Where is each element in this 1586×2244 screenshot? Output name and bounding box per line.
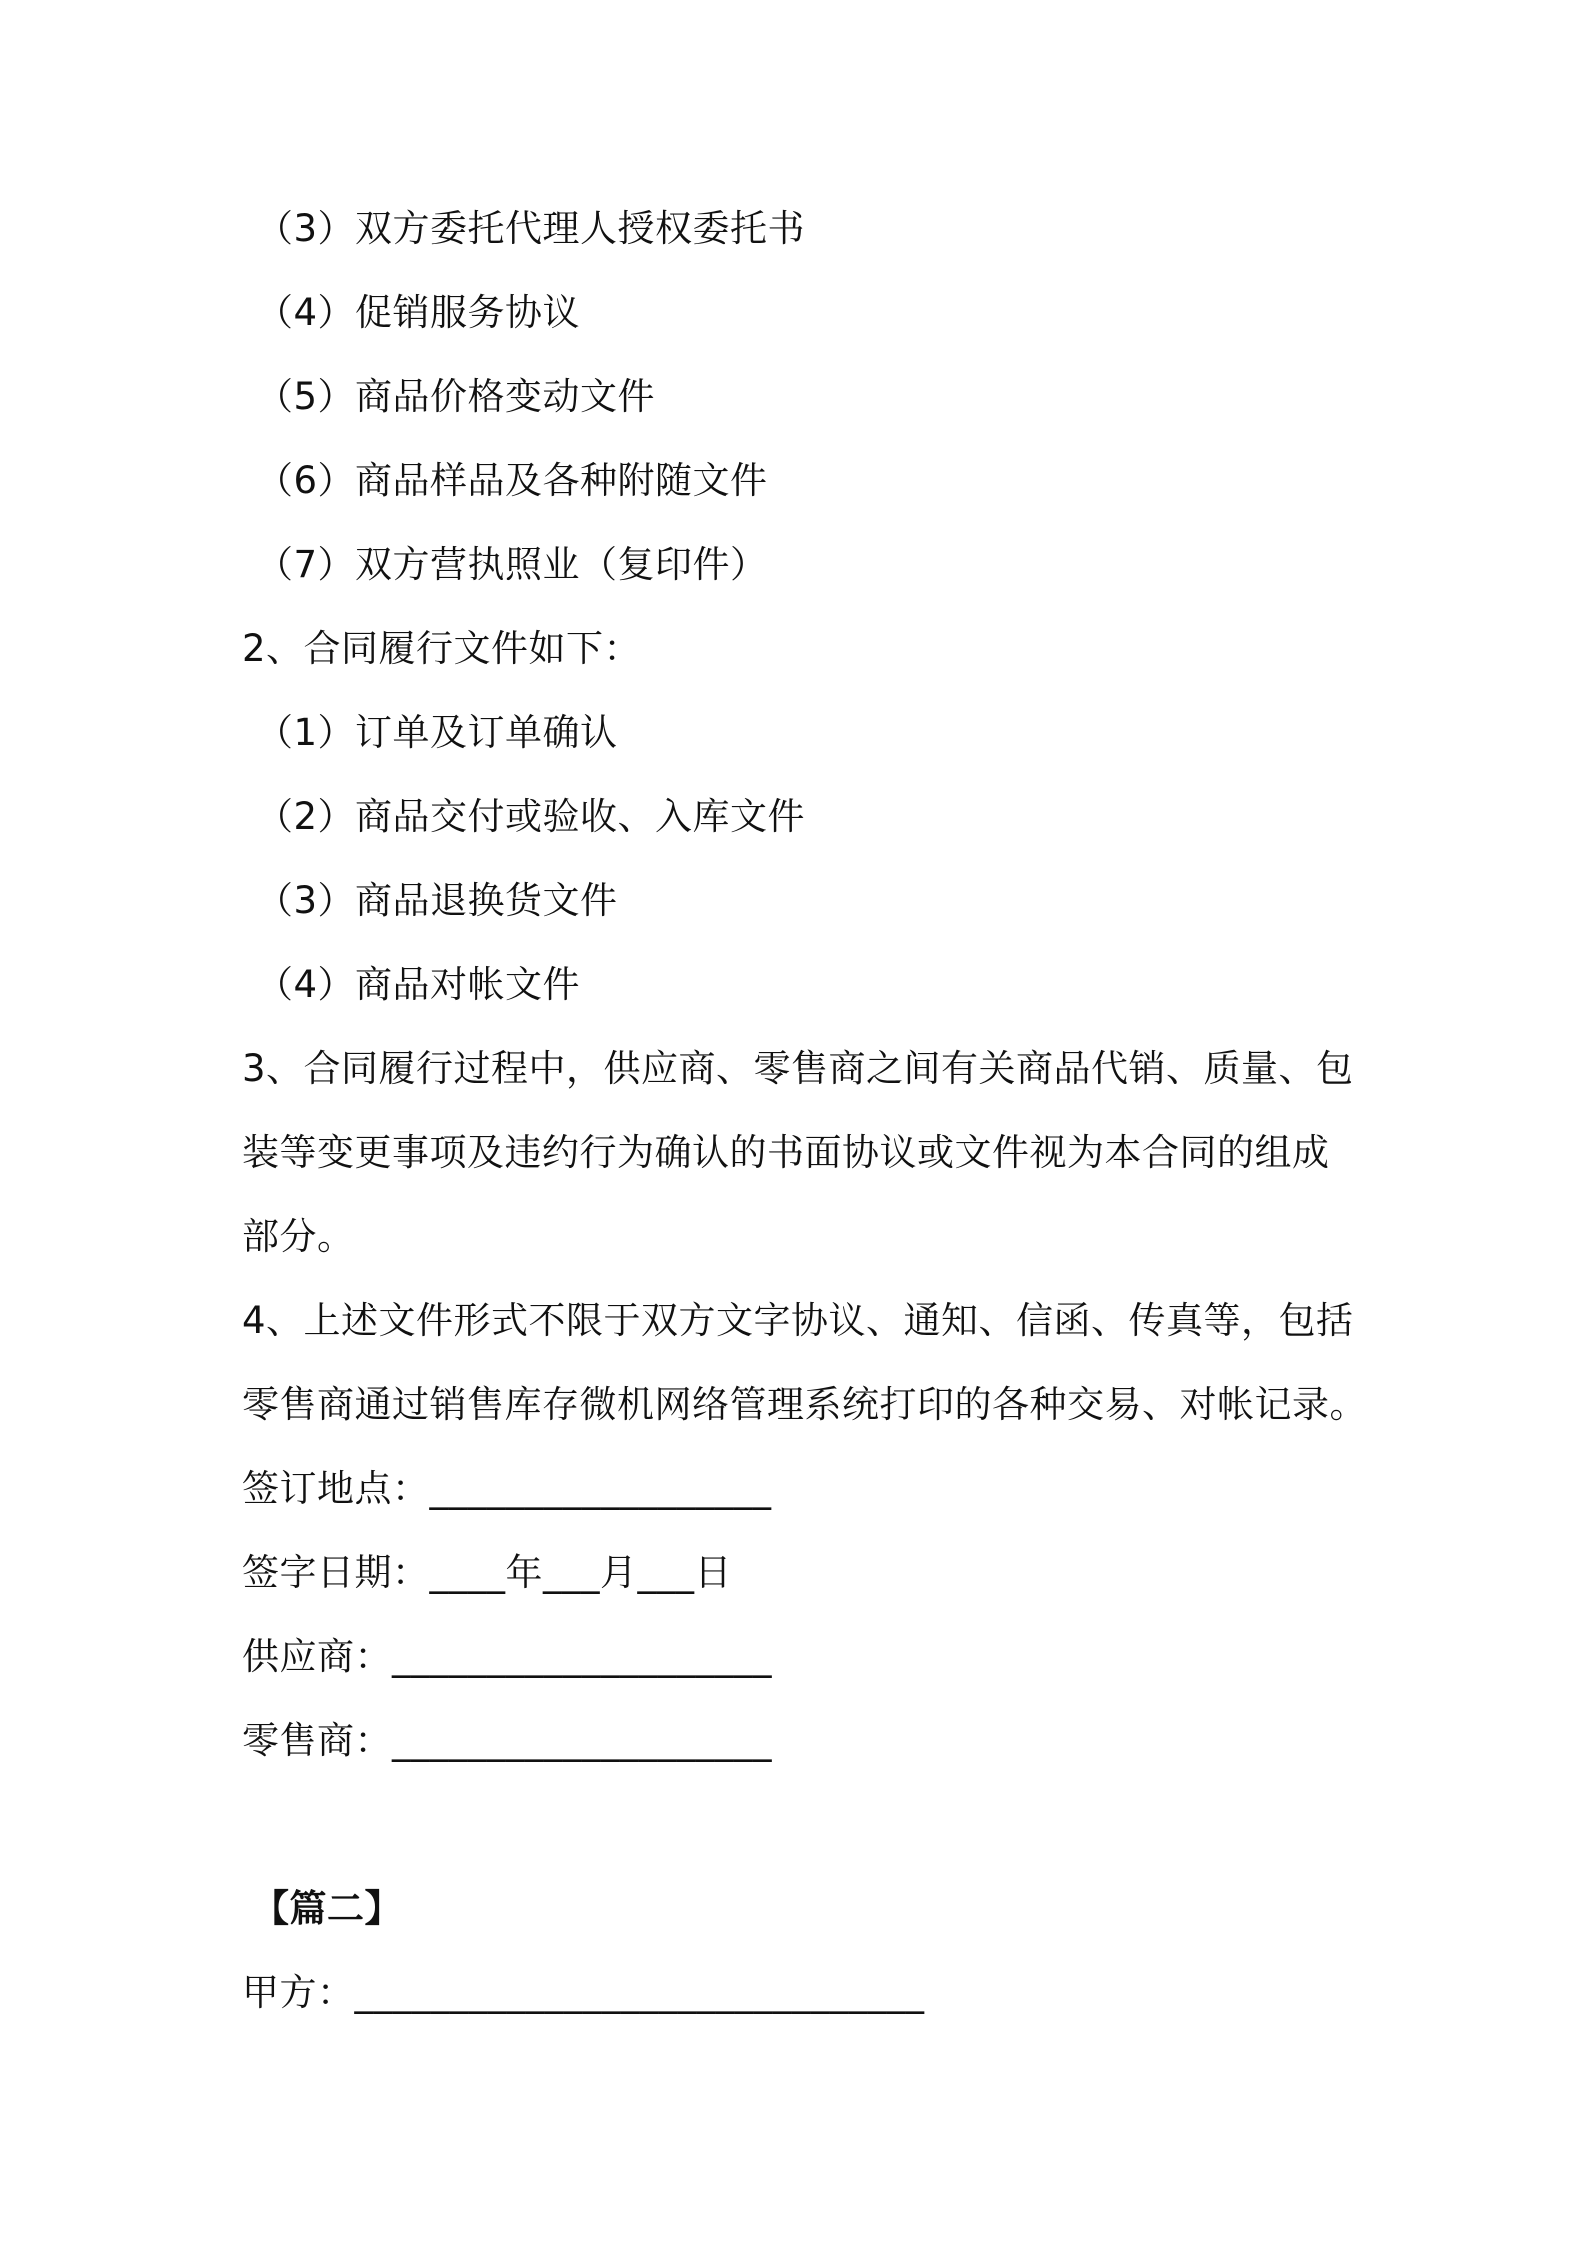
clause-3-line-2: 装等变更事项及违约行为确认的书面协议或文件视为本合同的组成 — [242, 1131, 1330, 1174]
clause-3-line-3: 部分。 — [242, 1215, 355, 1258]
performance-item-3: （3）商品退换货文件 — [256, 879, 618, 922]
performance-item-4: （4）商品对帐文件 — [256, 963, 581, 1006]
clause-3-line-1: 3、合同履行过程中，供应商、零售商之间有关商品代销、质量、包 — [242, 1047, 1354, 1090]
section-heading-part-two: 【篇二】 — [252, 1887, 402, 1930]
attachment-item-5: （5）商品价格变动文件 — [256, 375, 656, 418]
signing-place-field: 签订地点：__________________ — [242, 1467, 772, 1510]
clause-4-line-2: 零售商通过销售库存微机网络管理系统打印的各种交易、对帐记录。 — [242, 1383, 1367, 1426]
clause-2-heading: 2、合同履行文件如下： — [242, 627, 642, 670]
signing-date-field: 签字日期：____年___月___日 — [242, 1551, 732, 1594]
performance-item-1: （1）订单及订单确认 — [256, 711, 618, 754]
performance-item-2: （2）商品交付或验收、入库文件 — [256, 795, 806, 838]
attachment-item-6: （6）商品样品及各种附随文件 — [256, 459, 768, 502]
attachment-item-4: （4）促销服务协议 — [256, 291, 581, 334]
attachment-item-3: （3）双方委托代理人授权委托书 — [256, 207, 806, 250]
retailer-field: 零售商：____________________ — [242, 1719, 772, 1762]
attachment-item-7: （7）双方营执照业（复印件） — [256, 543, 768, 586]
supplier-field: 供应商：____________________ — [242, 1635, 772, 1678]
party-a-field: 甲方：______________________________ — [242, 1971, 925, 2014]
clause-4-line-1: 4、上述文件形式不限于双方文字协议、通知、信函、传真等，包括 — [242, 1299, 1354, 1342]
